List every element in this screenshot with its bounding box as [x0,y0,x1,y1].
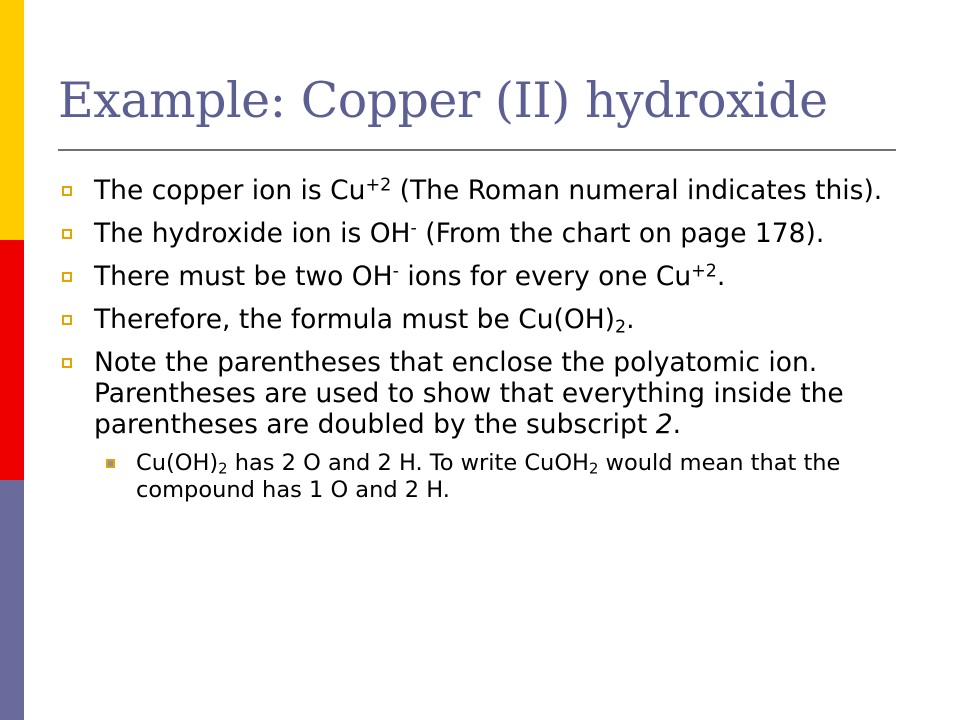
accent-bar-red [0,240,24,480]
square-bullet-icon [62,272,72,282]
square-bullet-icon [62,315,72,325]
bullet-hydroxide-ion: The hydroxide ion is OH- (From the chart on page 178). [62,218,904,249]
square-subbullet-icon [106,459,115,468]
bullet-formula: Therefore, the formula must be $Cu(OH)_2$. [62,304,904,335]
sub-bullet-list [106,450,904,504]
square-bullet-icon [62,229,72,239]
bullet-copper-ion: The copper ion is $Cu^{+2}$ (The Roman numeral indicates this). [62,175,904,206]
bullet-two-oh-ions: There must be two OH- ions for every one $Cu^{+2}$. [62,261,904,292]
slide-title: Example: Copper (II) hydroxide [58,72,828,129]
accent-bar-yellow [0,0,24,240]
bullet-parentheses-note: Note the parentheses that enclose the polyatomic ion. Parentheses are used to show that everything inside the parentheses are doubled by the subscript 2. $Cu(OH)_2$ has 2 O and 2 H. To write CuOH$_2$ would mean that the compound has 1 O and 2 H. [62,347,904,504]
square-bullet-icon [62,358,72,368]
square-bullet-icon [62,186,72,196]
title-divider [58,149,896,151]
sub-bullet-atom-count: $Cu(OH)_2$ has 2 O and 2 H. To write CuOH$_2$ would mean that the compound has 1 O and 2 H. [106,450,904,504]
accent-bar-slate [0,480,24,720]
bullet-list [62,175,904,516]
